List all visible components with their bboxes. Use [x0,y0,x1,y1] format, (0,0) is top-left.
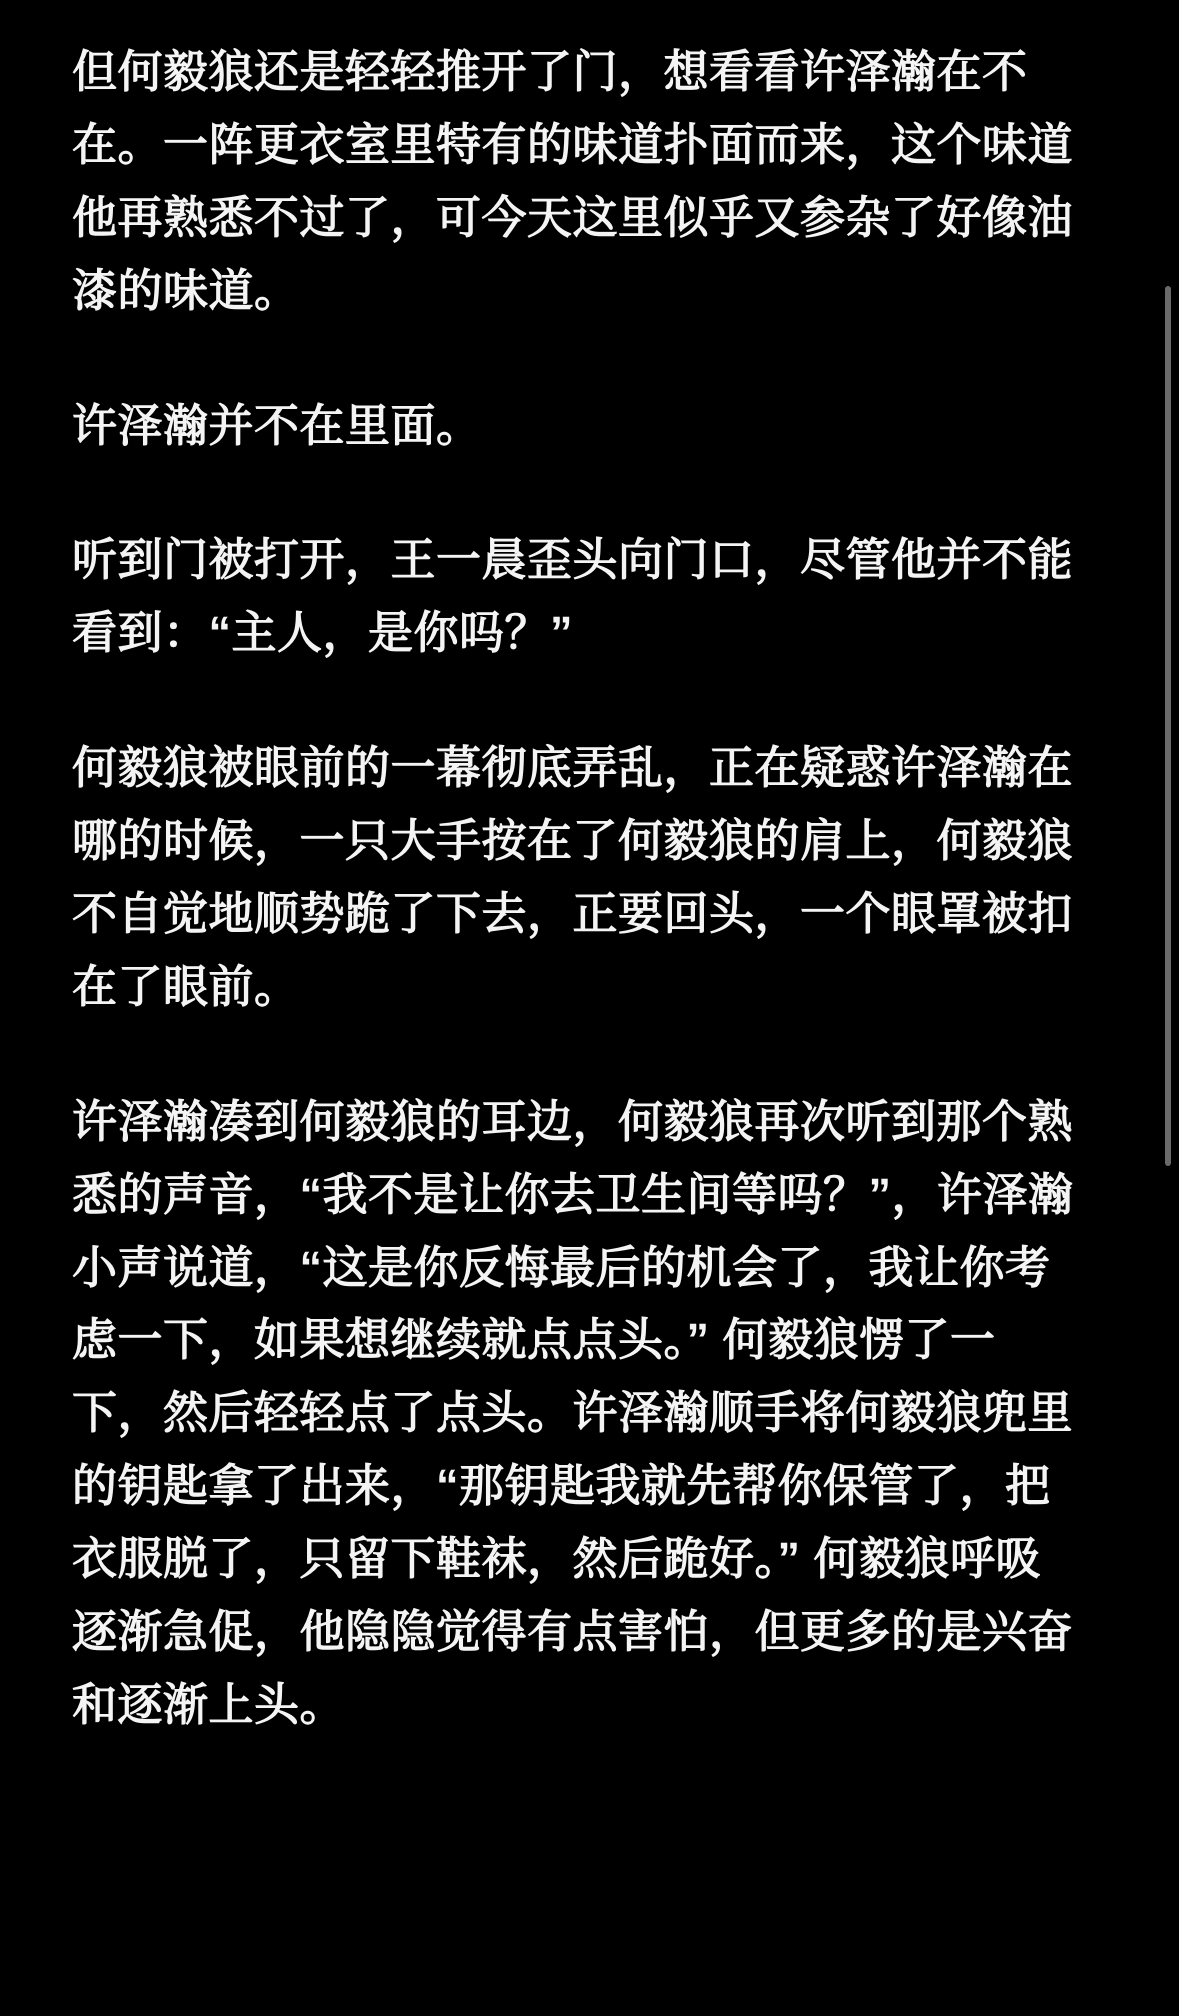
paragraph: 何毅狼被眼前的一幕彻底弄乱，正在疑惑许泽瀚在哪的时候，一只大手按在了何毅狼的肩上，何毅狼不自觉地顺势跪了下去，正要回头，一个眼罩被扣在了眼前。 [72,742,1074,1012]
paragraph: 许泽瀚并不在里面。 [72,399,482,451]
paragraph: 听到门被打开，王一晨歪头向门口，尽管他并不能看到：“主人，是你吗？” [72,534,1074,659]
scrollbar-track[interactable] [1169,0,1175,2016]
paragraph: 但何毅狼还是轻轻推开了门，想看看许泽瀚在不在。一阵更衣室里特有的味道扑面而来，这个味道他再熟悉不过了，可今天这里似乎又参杂了好像油漆的味道。 [72,46,1074,316]
paragraph: 许泽瀚凑到何毅狼的耳边，何毅狼再次听到那个熟悉的声音，“我不是让你去卫生间等吗？”，许泽瀚小声说道，“这是你反悔最后的机会了，我让你考虑一下，如果想继续就点点头。” 何毅狼愣了一下，然后轻轻点了点头。许泽瀚顺手将何毅狼兜里的钥匙拿了出来，“那钥匙我就先帮你保管了，把衣服脱了，只留下鞋袜，然后跪好。” 何毅狼呼吸逐渐急促，他隐隐觉得有点害怕，但更多的是兴奋和逐渐上头。 [72,1095,1074,1730]
scrollbar-thumb[interactable] [1165,286,1171,1166]
